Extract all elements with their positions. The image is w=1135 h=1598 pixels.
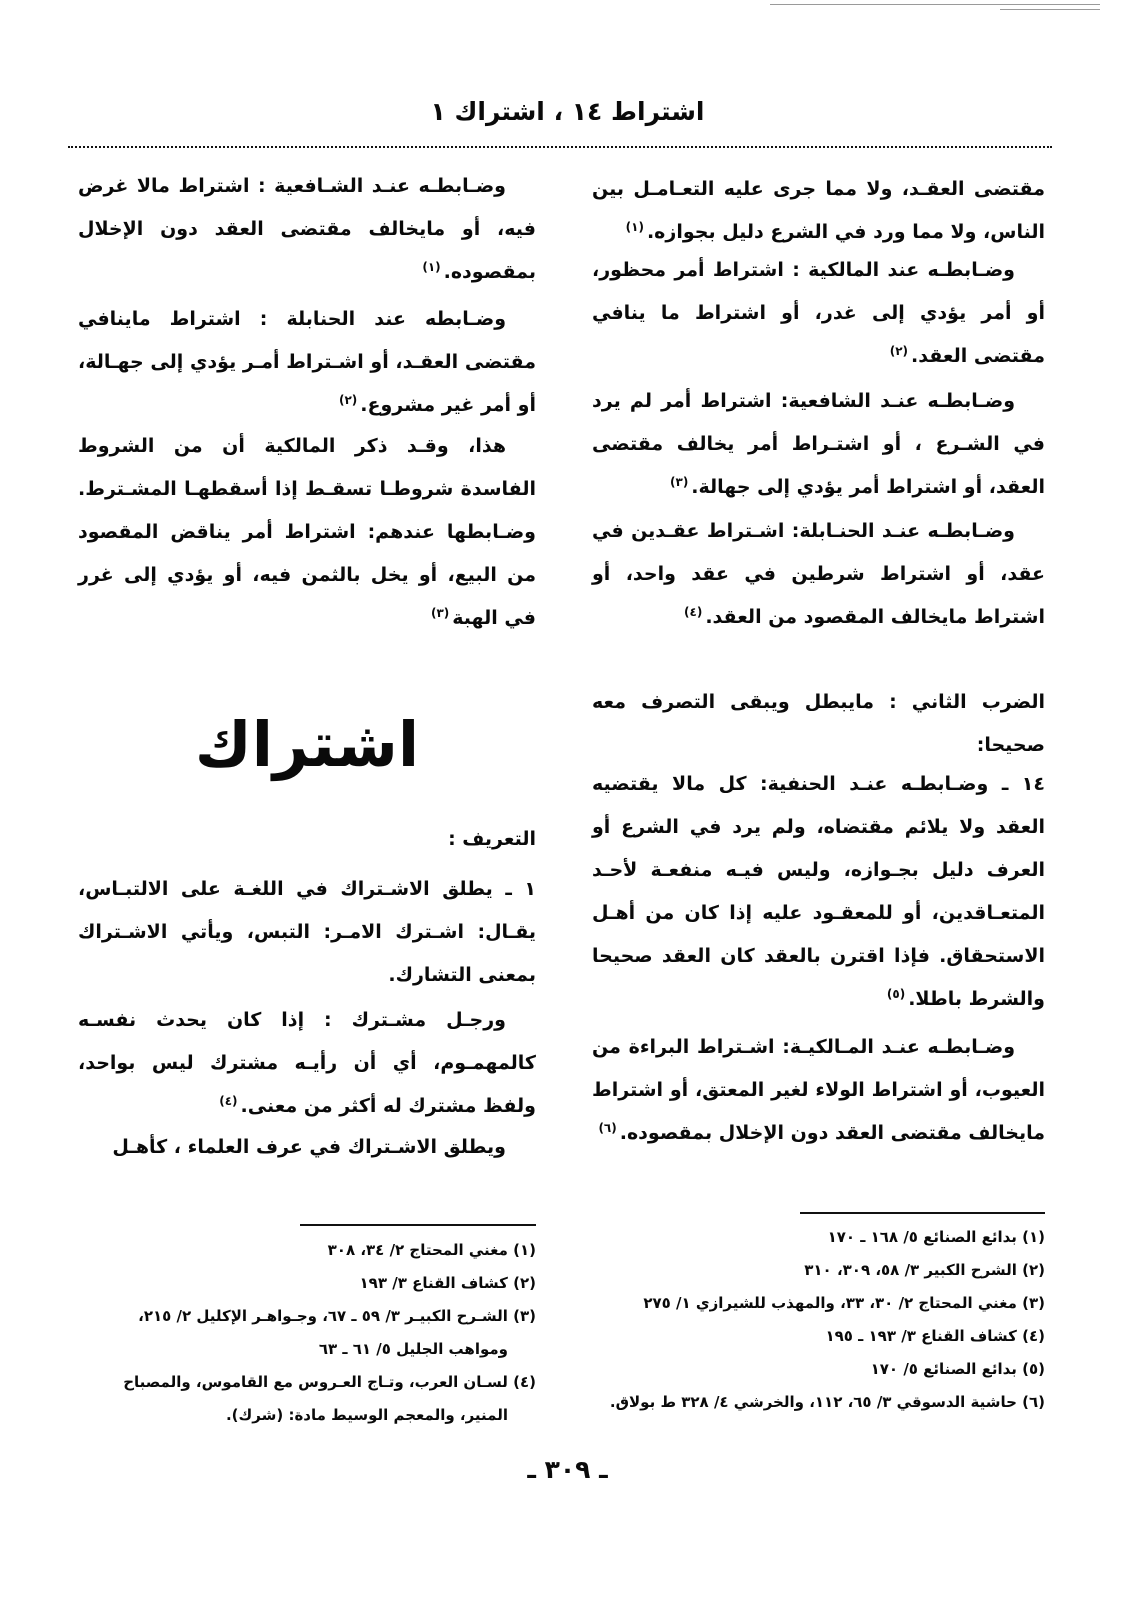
footnote-ref: (٤) — [219, 1093, 238, 1108]
definition-heading — [78, 818, 536, 861]
paragraph-text: وضـابطه عند الحنابلة : اشتراط ماينافي مقتضى العقـد، أو اشـتراط أمـر يؤدي إلى جهـالة، أو أمر غير مشروع. — [78, 308, 536, 416]
paragraph — [592, 249, 1045, 378]
paragraph — [78, 868, 536, 997]
footnote: (٦) حاشية الدسوقي ٣/ ٦٥، ١١٢، والخرشي ٤/ ٣٢٨ ط بولاق. — [609, 1393, 1045, 1411]
footnotes-left — [78, 1234, 536, 1432]
paragraph-text: ١٤ ـ وضـابطـه عنـد الحنفية: كل مالا يقتضيه العقد ولا يلائم مقتضاه، ولم يرد في الشرع أو العرف دليل بجـوازه، وليس فيـه منفعـة لأحـد المتعـاقدين، أو للمعقـود عليه إذا كان من أهـل الاستحقاق. فإذا اقترن بالعقد كان العقد صحيحا والشرط باطلا. — [592, 773, 1045, 1010]
paragraph — [592, 380, 1045, 509]
paragraph — [592, 1026, 1045, 1155]
footnote-rule — [300, 1224, 536, 1226]
footnote-ref: (١) — [625, 219, 644, 234]
paragraph-text: وضـابطـه عنـد الشـافعية : اشتراط مالا غرض فيه، أو مايخالف مقتضى العقد دون الإخلال بمقصوده. — [78, 175, 536, 283]
paragraph-text: هذا، وقـد ذكر المالكية أن من الشروط الفاسدة شروطـا تسقـط إذا أسقطهـا المشـترط. وضـابطها عندهم: اشتراط أمر يناقض المقصود من البيع، أو يخل بالثمن فيه، أو يؤدي إلى غرر في الهبة — [78, 435, 536, 629]
paragraph — [592, 763, 1045, 1021]
footnote: (٥) بدائع الصنائع ٥/ ١٧٠ — [870, 1360, 1045, 1378]
footnote-ref: (٦) — [598, 1120, 617, 1135]
paragraph-text: وضـابطـه عند المالكية : اشتراط أمر محظور، أو أمر يؤدي إلى غدر، أو اشتراط ما ينافي مقتضى العقد. — [592, 259, 1045, 367]
footnote-ref: (٥) — [886, 986, 906, 1001]
footnote-ref: (١) — [422, 259, 441, 274]
paragraph — [78, 425, 536, 640]
paragraph-text: ورجـل مشـترك : إذا كان يحدث نفسـه كالمهمـوم، أي أن رأيـه مشترك ليس بواحد، ولفظ مشترك له أكثر من معنى. — [78, 1009, 536, 1117]
footnote-ref: (٢) — [338, 392, 358, 407]
paragraph — [78, 999, 536, 1128]
footnote: (١) بدائع الصنائع ٥/ ١٦٨ ـ ١٧٠ — [827, 1228, 1045, 1246]
definition-heading-text: التعريف : — [448, 828, 536, 850]
paragraph — [78, 1126, 536, 1169]
footnote-ref: (٤) — [684, 604, 703, 619]
footnote: (١) مغني المحتاج ٢/ ٣٤، ٣٠٨ — [327, 1241, 536, 1259]
footnote: (٣) الشـرح الكبيـر ٣/ ٥٩ ـ ٦٧، وجـواهـر الإكليل ٢/ ٢١٥، ومواهب الجليل ٥/ ٦١ ـ ٦٣ — [138, 1307, 536, 1358]
footnote-ref: (٣) — [430, 605, 450, 620]
paragraph — [592, 168, 1045, 254]
page-number: ـ ٣٠٩ ـ — [527, 1455, 608, 1484]
paragraph-text: ويطلق الاشـتراك في عرف العلماء ، كأهـل — [112, 1136, 506, 1158]
footnote: (٤) كشاف القناع ٣/ ١٩٣ ـ ١٩٥ — [825, 1327, 1045, 1345]
footnote-ref: (٢) — [889, 343, 908, 358]
footnote: (٤) لسـان العرب، وتـاج العـروس مع القاموس، والمصباح المنير، والمعجم الوسيط مادة: (شرك). — [123, 1373, 536, 1424]
paragraph-text: مقتضى العقـد، ولا مما جرى عليه التعـامـل بين الناس، ولا مما ورد في الشرع دليل بجوازه. — [592, 178, 1045, 243]
paragraph — [78, 298, 536, 427]
entry-title: اشتراك — [194, 708, 420, 781]
footnote: (٣) مغني المحتاج ٢/ ٣٠، ٣٣، والمهذب للشيرازي ١/ ٢٧٥ — [643, 1294, 1045, 1312]
paragraph-text: ١ ـ يطلق الاشـتراك في اللغـة على الالتبـاس، يقـال: اشـترك الامـر: التبس، ويأتي الاشـتراك بمعنى التشارك. — [78, 878, 536, 986]
footnote-rule — [800, 1212, 1045, 1214]
running-header: اشتراط ١٤ ، اشتراك ١ — [430, 97, 705, 126]
footnote-ref: (٣) — [670, 474, 689, 489]
footnotes-right — [592, 1221, 1045, 1419]
footnote: (٢) الشرح الكبير ٣/ ٥٨، ٣٠٩، ٣١٠ — [804, 1261, 1045, 1279]
paragraph — [592, 510, 1045, 639]
paragraph-text: وضـابطـه عنـد المـالكيـة: اشـتراط البراءة من العيوب، أو اشتراط الولاء لغير المعتق، أو اشتراط مايخالف مقتضى العقد دون الإخلال بمقصوده. — [592, 1036, 1045, 1144]
paragraph — [78, 165, 536, 294]
footnote: (٢) كشاف القناع ٣/ ١٩٣ — [359, 1274, 536, 1292]
paragraph-text: وضـابطـه عنـد الحنـابلة: اشـتراط عقـدين في عقد، أو اشتراط شرطين في عقد واحد، أو اشتراط مايخالف المقصود من العقد. — [592, 520, 1045, 628]
section-heading — [592, 681, 1045, 767]
paragraph-text: وضـابطـه عنـد الشافعية: اشتراط أمر لم يرد في الشـرع ، أو اشتـراط أمر يخالف مقتضى العقد، أو اشتراط أمر يؤدي إلى جهالة. — [592, 390, 1045, 498]
section-heading-text: الضرب الثاني : مايبطل ويبقى التصرف معه صحيحا: — [592, 691, 1045, 756]
